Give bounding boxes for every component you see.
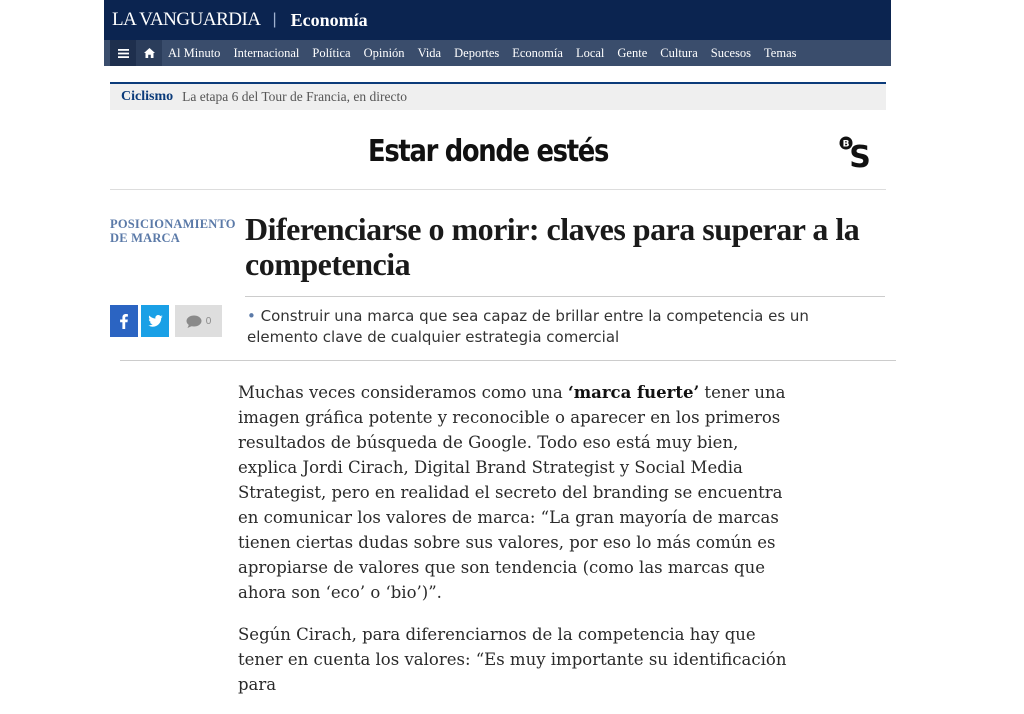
home-icon [144,48,155,58]
article-headline: Diferenciarse o morir: claves para superar a la competencia [245,211,860,282]
article-subtitle [247,306,877,348]
twitter-icon [148,315,163,327]
menu-button[interactable] [110,40,136,66]
paragraph-text: tener una imagen gráfica potente y reconocible o aparecer en los primeros resultados de búsqueda de Google. Todo eso está muy bien, explica Jordi Cirach, Digital Brand Strategist y Social Media Strategist, pero en realidad el secreto del branding se encuentra en comunicar los valores de marca: “La gran mayoría de marcas tienen ciertas dudas sobre sus valores, por eso lo más común es apropiarse de valores que son tendencia (como las marcas que ahora son ‘eco’ o ‘bio’)”. [238,383,786,602]
section-title[interactable]: Economía [290,9,368,30]
comments-button[interactable] [175,305,222,337]
nav-item-cultura[interactable]: Cultura [660,45,698,60]
hamburger-icon [118,49,129,58]
breaking-tag[interactable]: Ciclismo [121,89,174,104]
nav-item-local[interactable]: Local [575,45,605,60]
nav-item-vida[interactable]: Vida [417,45,442,60]
ad-banner[interactable] [110,112,886,190]
breaking-headline[interactable]: La etapa 6 del Tour de Francia, en directo [182,89,407,104]
facebook-icon [120,314,128,329]
comment-bubble-icon [186,315,202,328]
nav-item-gente[interactable]: Gente [617,45,648,60]
divider [120,360,896,361]
subtitle-bullet: • [247,307,256,325]
article-kicker[interactable]: POSICIONAMIENTO DE MARCA [110,217,236,245]
nav-item-temas[interactable]: Temas [764,45,797,60]
breaking-news-bar[interactable] [110,82,886,110]
paragraph-text: Muchas veces consideramos como una [238,383,568,402]
nav-item-internacional[interactable]: Internacional [233,45,300,60]
facebook-share-button[interactable] [110,305,138,337]
nav-item-sucesos[interactable]: Sucesos [710,45,752,60]
site-logo[interactable]: LA VANGUARDIA [112,9,261,30]
paragraph [238,380,798,605]
comment-count: 0 [205,315,212,327]
ad-slogan: Estar donde estés [368,134,609,169]
bank-logo-icon [835,134,877,175]
nav-item-al-minuto[interactable]: Al Minuto [168,45,221,60]
masthead [104,0,891,40]
twitter-share-button[interactable] [141,305,169,337]
share-bar [110,305,222,337]
svg-text:B: B [842,139,850,150]
nav-item-opinion[interactable]: Opinión [363,45,405,60]
home-button[interactable] [136,40,162,66]
main-nav [104,40,891,66]
article-body [238,380,798,714]
subtitle-text: Construir una marca que sea capaz de brillar entre la competencia es un elemento clave de cualquier estrategia comercial [247,307,809,346]
logo-separator: | [272,11,277,28]
divider [245,296,885,297]
nav-item-deportes[interactable]: Deportes [454,45,500,60]
bold-phrase: ‘marca fuerte’ [567,383,700,402]
nav-item-economia[interactable]: Economía [512,45,563,60]
svg-text:S: S [849,140,871,175]
nav-item-politica[interactable]: Política [312,45,351,60]
paragraph: Según Cirach, para diferenciarnos de la competencia hay que tener en cuenta los valores: “Es muy importante su identificación para [238,625,787,694]
